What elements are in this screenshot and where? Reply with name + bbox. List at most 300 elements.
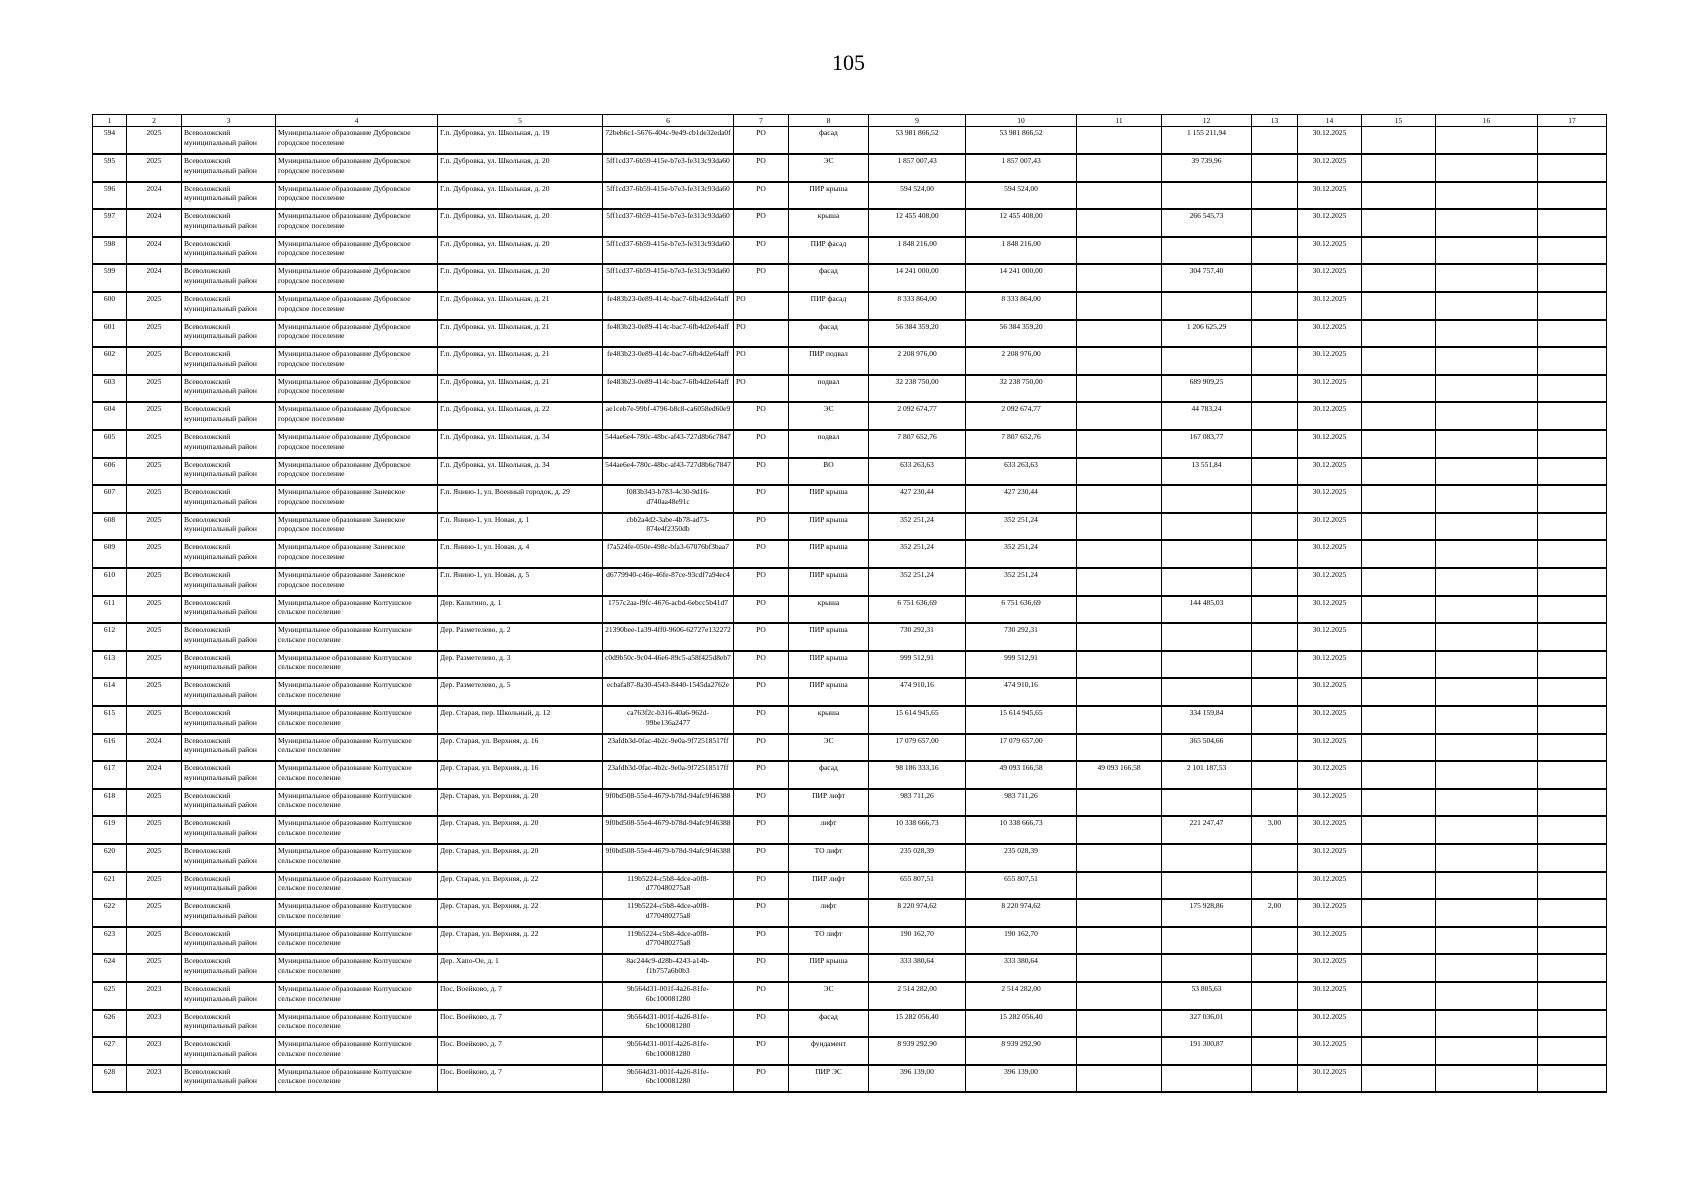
cell-year: 2025 <box>127 816 182 844</box>
table-row <box>93 292 1607 320</box>
cell-other-funds <box>1077 899 1162 927</box>
cell-quantity <box>1252 540 1298 568</box>
cell-col-15 <box>1362 789 1436 817</box>
cell-work-type: фундамент <box>789 1037 869 1065</box>
cell-deadline: 30.12.2025 <box>1298 292 1362 320</box>
column-number-2: 2 <box>127 115 182 127</box>
column-number-3: 3 <box>182 115 276 127</box>
cell-col-15 <box>1362 375 1436 403</box>
cell-address: Г.п. Дубровка, ул. Школьная, д. 21 <box>438 375 603 403</box>
cell-quantity <box>1252 651 1298 679</box>
cell-house-guid: 9b564d31-001f-4a26-81fe-6bc100081280 <box>603 1037 734 1065</box>
cell-control-fee <box>1162 954 1252 982</box>
cell-executor: РО <box>734 954 789 982</box>
cell-col-16 <box>1436 623 1538 651</box>
cell-executor: РО <box>734 430 789 458</box>
cell-other-funds <box>1077 734 1162 762</box>
cell-col-16 <box>1436 816 1538 844</box>
cell-deadline: 30.12.2025 <box>1298 623 1362 651</box>
cell-col-17 <box>1538 596 1607 624</box>
cell-col-15 <box>1362 844 1436 872</box>
cell-work-type: фасад <box>789 264 869 292</box>
cell-regional-funds: 8 333 864,00 <box>966 292 1077 320</box>
cell-control-fee <box>1162 568 1252 596</box>
cell-col-17 <box>1538 320 1607 348</box>
cell-other-funds <box>1077 706 1162 734</box>
cell-municipality: Муниципальное образование Колтушское сельское поселение <box>276 844 438 872</box>
cell-col-16 <box>1436 402 1538 430</box>
cell-row-number: 600 <box>93 292 127 320</box>
cell-house-guid: 119b5224-c5b8-4dce-a0f8-d770480275a8 <box>603 927 734 955</box>
cell-other-funds <box>1077 1010 1162 1038</box>
cell-municipality: Муниципальное образование Колтушское сельское поселение <box>276 927 438 955</box>
cell-executor: РО <box>734 816 789 844</box>
cell-other-funds <box>1077 127 1162 155</box>
cell-house-guid: 5ff1cd37-6b59-415e-b7e3-fe313c93da60 <box>603 209 734 237</box>
cell-control-fee <box>1162 485 1252 513</box>
cell-control-fee: 334 159,84 <box>1162 706 1252 734</box>
cell-row-number: 612 <box>93 623 127 651</box>
cell-quantity <box>1252 154 1298 182</box>
cell-total-cost: 396 139,00 <box>869 1065 966 1093</box>
cell-row-number: 601 <box>93 320 127 348</box>
cell-municipality: Муниципальное образование Дубровское городское поселение <box>276 154 438 182</box>
cell-work-type: ПИР крыша <box>789 623 869 651</box>
cell-total-cost: 8 333 864,00 <box>869 292 966 320</box>
cell-total-cost: 15 282 056,40 <box>869 1010 966 1038</box>
cell-municipality: Муниципальное образование Колтушское сельское поселение <box>276 816 438 844</box>
cell-address: Г.п. Дубровка, ул. Школьная, д. 20 <box>438 154 603 182</box>
cell-col-16 <box>1436 1010 1538 1038</box>
cell-total-cost: 10 338 666,73 <box>869 816 966 844</box>
cell-house-guid: 23afdb3d-0fac-4b2c-9e0a-9f72518517ff <box>603 734 734 762</box>
cell-deadline: 30.12.2025 <box>1298 127 1362 155</box>
cell-executor: РО <box>734 872 789 900</box>
cell-total-cost: 999 512,91 <box>869 651 966 679</box>
cell-work-type: ПИР крыша <box>789 485 869 513</box>
cell-deadline: 30.12.2025 <box>1298 513 1362 541</box>
cell-municipality: Муниципальное образование Колтушское сельское поселение <box>276 1065 438 1093</box>
cell-house-guid: 9b564d31-001f-4a26-81fe-6bc100081280 <box>603 982 734 1010</box>
cell-regional-funds: 49 093 166,58 <box>966 761 1077 789</box>
cell-other-funds <box>1077 927 1162 955</box>
cell-col-16 <box>1436 789 1538 817</box>
cell-work-type: фасад <box>789 1010 869 1038</box>
cell-quantity: 2,00 <box>1252 899 1298 927</box>
cell-col-17 <box>1538 375 1607 403</box>
cell-municipality: Муниципальное образование Дубровское городское поселение <box>276 292 438 320</box>
cell-row-number: 628 <box>93 1065 127 1093</box>
cell-regional-funds: 2 092 674,77 <box>966 402 1077 430</box>
cell-district: Всеволожский муниципальный район <box>182 458 276 486</box>
cell-municipality: Муниципальное образование Дубровское городское поселение <box>276 347 438 375</box>
cell-quantity <box>1252 347 1298 375</box>
cell-district: Всеволожский муниципальный район <box>182 237 276 265</box>
cell-regional-funds: 15 614 945,65 <box>966 706 1077 734</box>
cell-control-fee: 689 909,25 <box>1162 375 1252 403</box>
cell-deadline: 30.12.2025 <box>1298 154 1362 182</box>
cell-address: Дер. Старая, ул. Верхняя, д. 20 <box>438 844 603 872</box>
cell-col-16 <box>1436 899 1538 927</box>
cell-house-guid: 5ff1cd37-6b59-415e-b7e3-fe313c93da60 <box>603 154 734 182</box>
cell-district: Всеволожский муниципальный район <box>182 513 276 541</box>
cell-total-cost: 333 380,64 <box>869 954 966 982</box>
cell-district: Всеволожский муниципальный район <box>182 485 276 513</box>
table-row <box>93 678 1607 706</box>
cell-other-funds <box>1077 872 1162 900</box>
cell-col-15 <box>1362 872 1436 900</box>
cell-control-fee <box>1162 292 1252 320</box>
cell-district: Всеволожский муниципальный район <box>182 182 276 210</box>
cell-col-17 <box>1538 623 1607 651</box>
cell-col-16 <box>1436 1065 1538 1093</box>
column-number-5: 5 <box>438 115 603 127</box>
cell-work-type: подвал <box>789 375 869 403</box>
cell-executor: РО <box>734 182 789 210</box>
cell-col-15 <box>1362 954 1436 982</box>
cell-municipality: Муниципальное образование Колтушское сельское поселение <box>276 954 438 982</box>
cell-control-fee <box>1162 182 1252 210</box>
cell-address: Дер. Разметелево, д. 3 <box>438 651 603 679</box>
cell-control-fee <box>1162 237 1252 265</box>
cell-regional-funds: 190 162,70 <box>966 927 1077 955</box>
cell-total-cost: 983 711,26 <box>869 789 966 817</box>
table-row <box>93 568 1607 596</box>
cell-col-16 <box>1436 485 1538 513</box>
cell-work-type: ПИР крыша <box>789 182 869 210</box>
cell-col-16 <box>1436 347 1538 375</box>
cell-regional-funds: 474 910,16 <box>966 678 1077 706</box>
cell-district: Всеволожский муниципальный район <box>182 706 276 734</box>
cell-other-funds <box>1077 402 1162 430</box>
cell-deadline: 30.12.2025 <box>1298 430 1362 458</box>
cell-deadline: 30.12.2025 <box>1298 485 1362 513</box>
cell-quantity <box>1252 734 1298 762</box>
cell-municipality: Муниципальное образование Дубровское городское поселение <box>276 264 438 292</box>
cell-total-cost: 6 751 636,69 <box>869 596 966 624</box>
cell-work-type: ЭС <box>789 982 869 1010</box>
cell-deadline: 30.12.2025 <box>1298 954 1362 982</box>
cell-total-cost: 730 292,31 <box>869 623 966 651</box>
cell-deadline: 30.12.2025 <box>1298 320 1362 348</box>
cell-regional-funds: 14 241 000,00 <box>966 264 1077 292</box>
cell-col-17 <box>1538 264 1607 292</box>
cell-quantity <box>1252 954 1298 982</box>
cell-row-number: 604 <box>93 402 127 430</box>
cell-work-type: ПИР крыша <box>789 568 869 596</box>
cell-control-fee: 327 036,01 <box>1162 1010 1252 1038</box>
cell-district: Всеволожский муниципальный район <box>182 954 276 982</box>
table-row <box>93 899 1607 927</box>
cell-other-funds <box>1077 264 1162 292</box>
cell-house-guid: 9f0bd508-55e4-4679-b78d-94afc9f46388 <box>603 844 734 872</box>
cell-address: Дер. Старая, ул. Верхняя, д. 22 <box>438 927 603 955</box>
table-row <box>93 264 1607 292</box>
column-number-11: 11 <box>1077 115 1162 127</box>
cell-deadline: 30.12.2025 <box>1298 982 1362 1010</box>
cell-col-16 <box>1436 982 1538 1010</box>
cell-col-15 <box>1362 623 1436 651</box>
cell-address: Г.п. Дубровка, ул. Школьная, д. 20 <box>438 209 603 237</box>
cell-col-17 <box>1538 899 1607 927</box>
cell-col-15 <box>1362 320 1436 348</box>
cell-work-type: ПИР фасад <box>789 292 869 320</box>
cell-quantity <box>1252 458 1298 486</box>
cell-other-funds <box>1077 789 1162 817</box>
cell-year: 2025 <box>127 927 182 955</box>
cell-house-guid: 9f0bd508-55e4-4679-b78d-94afc9f46388 <box>603 816 734 844</box>
cell-row-number: 616 <box>93 734 127 762</box>
column-number-17: 17 <box>1538 115 1607 127</box>
table-row <box>93 320 1607 348</box>
cell-col-17 <box>1538 347 1607 375</box>
cell-district: Всеволожский муниципальный район <box>182 789 276 817</box>
cell-col-15 <box>1362 568 1436 596</box>
cell-executor: РО <box>734 844 789 872</box>
cell-col-16 <box>1436 954 1538 982</box>
cell-house-guid: 9b564d31-001f-4a26-81fe-6bc100081280 <box>603 1065 734 1093</box>
cell-house-guid: 8ac244c9-d28b-4243-a14b-f1b757a6b0b3 <box>603 954 734 982</box>
cell-quantity <box>1252 789 1298 817</box>
cell-col-17 <box>1538 761 1607 789</box>
cell-col-15 <box>1362 899 1436 927</box>
cell-quantity <box>1252 264 1298 292</box>
cell-work-type: ВО <box>789 458 869 486</box>
cell-district: Всеволожский муниципальный район <box>182 568 276 596</box>
cell-quantity <box>1252 513 1298 541</box>
cell-quantity <box>1252 237 1298 265</box>
cell-total-cost: 474 910,16 <box>869 678 966 706</box>
cell-year: 2025 <box>127 485 182 513</box>
cell-house-guid: d6779940-c46e-46fe-87ce-93cdf7a94ec4 <box>603 568 734 596</box>
cell-col-15 <box>1362 154 1436 182</box>
cell-work-type: ПИР крыша <box>789 540 869 568</box>
cell-row-number: 614 <box>93 678 127 706</box>
table-row <box>93 375 1607 403</box>
cell-deadline: 30.12.2025 <box>1298 899 1362 927</box>
cell-regional-funds: 333 380,64 <box>966 954 1077 982</box>
cell-municipality: Муниципальное образование Колтушское сельское поселение <box>276 596 438 624</box>
cell-col-15 <box>1362 182 1436 210</box>
cell-other-funds <box>1077 816 1162 844</box>
cell-municipality: Муниципальное образование Колтушское сельское поселение <box>276 623 438 651</box>
cell-row-number: 609 <box>93 540 127 568</box>
cell-regional-funds: 15 282 056,40 <box>966 1010 1077 1038</box>
cell-other-funds <box>1077 237 1162 265</box>
cell-year: 2025 <box>127 513 182 541</box>
cell-work-type: ТО лифт <box>789 844 869 872</box>
cell-work-type: ПИР крыша <box>789 678 869 706</box>
cell-quantity <box>1252 430 1298 458</box>
column-number-7: 7 <box>734 115 789 127</box>
cell-executor: РО <box>734 651 789 679</box>
cell-deadline: 30.12.2025 <box>1298 264 1362 292</box>
cell-other-funds <box>1077 209 1162 237</box>
cell-year: 2025 <box>127 320 182 348</box>
cell-col-15 <box>1362 734 1436 762</box>
cell-total-cost: 14 241 000,00 <box>869 264 966 292</box>
cell-total-cost: 17 079 657,00 <box>869 734 966 762</box>
cell-municipality: Муниципальное образование Заневское городское поселение <box>276 540 438 568</box>
cell-municipality: Муниципальное образование Дубровское городское поселение <box>276 127 438 155</box>
cell-col-15 <box>1362 651 1436 679</box>
cell-other-funds <box>1077 982 1162 1010</box>
cell-district: Всеволожский муниципальный район <box>182 154 276 182</box>
cell-deadline: 30.12.2025 <box>1298 872 1362 900</box>
cell-work-type: ПИР ЭС <box>789 1065 869 1093</box>
cell-municipality: Муниципальное образование Колтушское сельское поселение <box>276 761 438 789</box>
cell-control-fee <box>1162 513 1252 541</box>
cell-quantity <box>1252 292 1298 320</box>
cell-executor: РО <box>734 568 789 596</box>
cell-year: 2024 <box>127 264 182 292</box>
cell-regional-funds: 655 807,51 <box>966 872 1077 900</box>
cell-other-funds <box>1077 596 1162 624</box>
cell-deadline: 30.12.2025 <box>1298 347 1362 375</box>
cell-row-number: 622 <box>93 899 127 927</box>
cell-quantity <box>1252 927 1298 955</box>
column-number-12: 12 <box>1162 115 1252 127</box>
cell-district: Всеволожский муниципальный район <box>182 127 276 155</box>
cell-col-16 <box>1436 458 1538 486</box>
cell-col-15 <box>1362 402 1436 430</box>
cell-col-16 <box>1436 540 1538 568</box>
cell-municipality: Муниципальное образование Заневское городское поселение <box>276 485 438 513</box>
cell-col-15 <box>1362 458 1436 486</box>
cell-control-fee <box>1162 651 1252 679</box>
cell-col-15 <box>1362 1037 1436 1065</box>
cell-quantity <box>1252 127 1298 155</box>
cell-address: Г.п. Дубровка, ул. Школьная, д. 34 <box>438 458 603 486</box>
cell-house-guid: ca763f2c-b316-40a6-962d-99be136a2477 <box>603 706 734 734</box>
cell-regional-funds: 983 711,26 <box>966 789 1077 817</box>
cell-executor: РО <box>734 264 789 292</box>
cell-col-17 <box>1538 734 1607 762</box>
cell-other-funds <box>1077 154 1162 182</box>
cell-year: 2025 <box>127 375 182 403</box>
cell-control-fee: 365 504,66 <box>1162 734 1252 762</box>
cell-work-type: ТО лифт <box>789 927 869 955</box>
cell-house-guid: ecbafa87-8a30-4543-8440-1545da2762e <box>603 678 734 706</box>
cell-municipality: Муниципальное образование Колтушское сельское поселение <box>276 678 438 706</box>
cell-municipality: Муниципальное образование Заневское городское поселение <box>276 568 438 596</box>
cell-col-15 <box>1362 127 1436 155</box>
cell-row-number: 613 <box>93 651 127 679</box>
cell-other-funds <box>1077 623 1162 651</box>
cell-total-cost: 12 455 408,00 <box>869 209 966 237</box>
cell-col-17 <box>1538 844 1607 872</box>
cell-municipality: Муниципальное образование Дубровское городское поселение <box>276 237 438 265</box>
cell-municipality: Муниципальное образование Колтушское сельское поселение <box>276 789 438 817</box>
cell-executor: РО <box>734 209 789 237</box>
cell-row-number: 605 <box>93 430 127 458</box>
cell-district: Всеволожский муниципальный район <box>182 1065 276 1093</box>
cell-col-15 <box>1362 982 1436 1010</box>
cell-col-16 <box>1436 292 1538 320</box>
cell-house-guid: fe483b23-0e89-414c-bac7-6fb4d2e64aff <box>603 375 734 403</box>
cell-house-guid: 1757c2aa-f9fc-4676-acbd-6ebcc5b41d7 <box>603 596 734 624</box>
cell-control-fee: 304 757,40 <box>1162 264 1252 292</box>
cell-quantity <box>1252 761 1298 789</box>
cell-col-15 <box>1362 1010 1436 1038</box>
cell-total-cost: 8 220 974,62 <box>869 899 966 927</box>
cell-total-cost: 8 939 292,90 <box>869 1037 966 1065</box>
cell-work-type: крыша <box>789 706 869 734</box>
cell-municipality: Муниципальное образование Заневское городское поселение <box>276 513 438 541</box>
cell-col-17 <box>1538 1010 1607 1038</box>
cell-col-15 <box>1362 927 1436 955</box>
cell-col-15 <box>1362 678 1436 706</box>
cell-col-15 <box>1362 706 1436 734</box>
cell-work-type: ПИР крыша <box>789 513 869 541</box>
cell-row-number: 619 <box>93 816 127 844</box>
table-row <box>93 127 1607 155</box>
cell-house-guid: 9f0bd508-55e4-4679-b78d-94afc9f46388 <box>603 789 734 817</box>
cell-col-17 <box>1538 458 1607 486</box>
table-row <box>93 872 1607 900</box>
cell-district: Всеволожский муниципальный район <box>182 347 276 375</box>
cell-address: Дер. Старая, ул. Верхняя, д. 20 <box>438 789 603 817</box>
cell-regional-funds: 999 512,91 <box>966 651 1077 679</box>
cell-address: Г.п. Янино-1, ул. Военный городок, д. 29 <box>438 485 603 513</box>
cell-total-cost: 7 807 652,76 <box>869 430 966 458</box>
cell-col-17 <box>1538 872 1607 900</box>
cell-col-16 <box>1436 264 1538 292</box>
cell-row-number: 597 <box>93 209 127 237</box>
cell-regional-funds: 10 338 666,73 <box>966 816 1077 844</box>
cell-year: 2025 <box>127 899 182 927</box>
cell-year: 2023 <box>127 982 182 1010</box>
cell-district: Всеволожский муниципальный район <box>182 1037 276 1065</box>
cell-regional-funds: 1 857 007,43 <box>966 154 1077 182</box>
cell-address: Дер. Разметелево, д. 2 <box>438 623 603 651</box>
cell-control-fee: 175 928,86 <box>1162 899 1252 927</box>
cell-control-fee: 191 300,87 <box>1162 1037 1252 1065</box>
cell-total-cost: 1 848 216,00 <box>869 237 966 265</box>
cell-quantity <box>1252 844 1298 872</box>
cell-year: 2025 <box>127 458 182 486</box>
cell-col-16 <box>1436 430 1538 458</box>
cell-quantity: 3,00 <box>1252 816 1298 844</box>
cell-col-17 <box>1538 1037 1607 1065</box>
cell-executor: РО <box>734 982 789 1010</box>
cell-house-guid: fe483b23-0e89-414c-bac7-6fb4d2e64aff <box>603 320 734 348</box>
cell-row-number: 595 <box>93 154 127 182</box>
cell-col-16 <box>1436 568 1538 596</box>
cell-work-type: фасад <box>789 761 869 789</box>
cell-col-17 <box>1538 982 1607 1010</box>
cell-row-number: 598 <box>93 237 127 265</box>
cell-col-17 <box>1538 927 1607 955</box>
cell-executor: РО <box>734 1065 789 1093</box>
cell-total-cost: 633 263,63 <box>869 458 966 486</box>
cell-executor: РО <box>734 1010 789 1038</box>
cell-col-15 <box>1362 1065 1436 1093</box>
cell-house-guid: ae1ceb7e-99bf-4796-b8c8-ca6058ed60e9 <box>603 402 734 430</box>
cell-work-type: ЭС <box>789 154 869 182</box>
cell-executor: РО <box>734 789 789 817</box>
cell-regional-funds: 2 208 976,00 <box>966 347 1077 375</box>
cell-address: Дер. Старая, ул. Верхняя, д. 22 <box>438 899 603 927</box>
cell-row-number: 608 <box>93 513 127 541</box>
cell-control-fee: 167 083,77 <box>1162 430 1252 458</box>
column-number-10: 10 <box>966 115 1077 127</box>
cell-deadline: 30.12.2025 <box>1298 402 1362 430</box>
cell-col-15 <box>1362 430 1436 458</box>
cell-control-fee: 266 545,73 <box>1162 209 1252 237</box>
header-row <box>93 115 1607 127</box>
cell-other-funds <box>1077 1065 1162 1093</box>
